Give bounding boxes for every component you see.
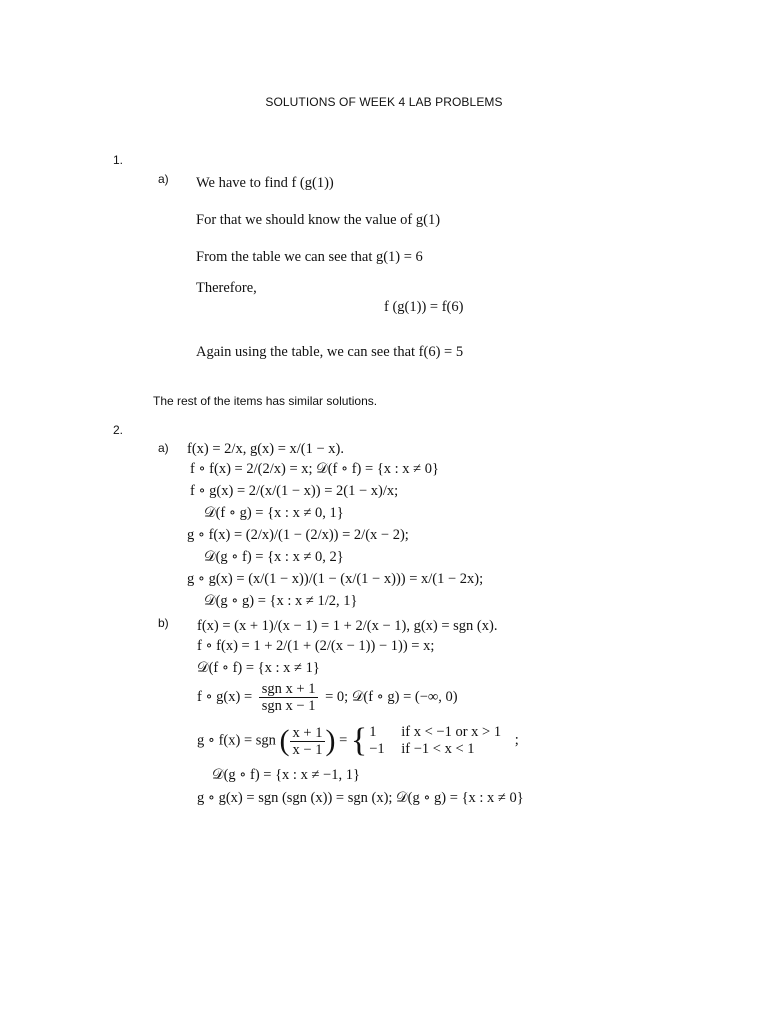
p2b-gof-terminator: ; [514, 732, 519, 749]
p2b-gog: g ∘ g(x) = sgn (sgn (x)) = sgn (x); 𝒟(g ∘ g) = {x : x ≠ 0} [197, 790, 524, 806]
p1a-line-6: Again using the table, we can see that f(6) = 5 [196, 344, 464, 360]
right-paren-glyph: ) [325, 724, 336, 757]
case-1-condition: if x < −1 or x > 1 [401, 724, 502, 740]
p2b-fog-denominator: sgn x − 1 [261, 698, 316, 714]
p2b-fog-fraction [259, 681, 319, 714]
problem-1-note: The rest of the items has similar solutions. [153, 394, 378, 408]
left-brace-glyph: { [350, 722, 368, 759]
p2b-gof-equation [197, 724, 519, 758]
p2a-line-7: g ∘ g(x) = (x/(1 − x))/(1 − (x/(1 − x))) = x/(1 − 2x); [187, 571, 484, 587]
p2b-fog-lhs: f ∘ g(x) = [197, 688, 253, 705]
p2a-line-2: f ∘ f(x) = 2/(2/x) = x; 𝒟(f ∘ f) = {x : x ≠ 0} [190, 461, 439, 477]
p2a-line-8: 𝒟(g ∘ g) = {x : x ≠ 1/2, 1} [204, 593, 358, 609]
p2b-dgof: 𝒟(g ∘ f) = {x : x ≠ −1, 1} [212, 767, 360, 783]
case-row-2 [369, 741, 501, 758]
problem-2b-label: b) [158, 616, 169, 630]
p2b-line-2: f ∘ f(x) = 1 + 2/(1 + (2/(x − 1)) − 1)) = x; [197, 638, 435, 654]
p2a-line-1: f(x) = 2/x, g(x) = x/(1 − x). [187, 441, 345, 457]
p2b-line-3: 𝒟(f ∘ f) = {x : x ≠ 1} [197, 660, 320, 676]
p2b-gof-cases [369, 724, 501, 758]
case-1-value: 1 [369, 724, 377, 740]
p2a-line-3: f ∘ g(x) = 2/(x/(1 − x)) = 2(1 − x)/x; [190, 483, 399, 499]
p1a-line-3: From the table we can see that g(1) = 6 [196, 249, 423, 265]
p1a-line-4: Therefore, [196, 280, 257, 296]
problem-1a-label: a) [158, 172, 169, 186]
problem-2a-label: a) [158, 441, 169, 455]
p2b-fog-equation [197, 681, 458, 714]
p2b-fog-numerator: sgn x + 1 [259, 681, 319, 698]
p2b-fog-rhs: = 0; 𝒟(f ∘ g) = (−∞, 0) [325, 688, 458, 705]
case-row-1 [369, 724, 501, 741]
p2b-gof-denominator: x − 1 [292, 741, 323, 758]
p2b-gof-lhs: g ∘ f(x) = sgn [197, 732, 276, 749]
p2a-line-5: g ∘ f(x) = (2/x)/(1 − (2/x)) = 2/(x − 2); [187, 527, 409, 543]
p1a-line-2: For that we should know the value of g(1) [196, 212, 441, 228]
problem-2-number: 2. [113, 423, 124, 437]
p2a-line-6: 𝒟(g ∘ f) = {x : x ≠ 0, 2} [204, 549, 344, 565]
p1a-line-1: We have to find f (g(1)) [196, 175, 334, 191]
p2b-gof-equals: = [339, 732, 348, 749]
left-paren-glyph: ( [279, 724, 290, 757]
p2b-gof-fraction [290, 725, 326, 758]
case-2-condition: if −1 < x < 1 [401, 741, 475, 757]
p2b-line-1: f(x) = (x + 1)/(x − 1) = 1 + 2/(x − 1), g(x) = sgn (x). [197, 618, 498, 634]
p1a-centered-equation: f (g(1)) = f(6) [384, 299, 464, 315]
problem-1-number: 1. [113, 153, 124, 167]
p2b-gof-numerator: x + 1 [290, 725, 326, 742]
p2a-line-4: 𝒟(f ∘ g) = {x : x ≠ 0, 1} [204, 505, 344, 521]
case-2-value: −1 [369, 741, 385, 757]
page-title: SOLUTIONS OF WEEK 4 LAB PROBLEMS [265, 95, 503, 109]
